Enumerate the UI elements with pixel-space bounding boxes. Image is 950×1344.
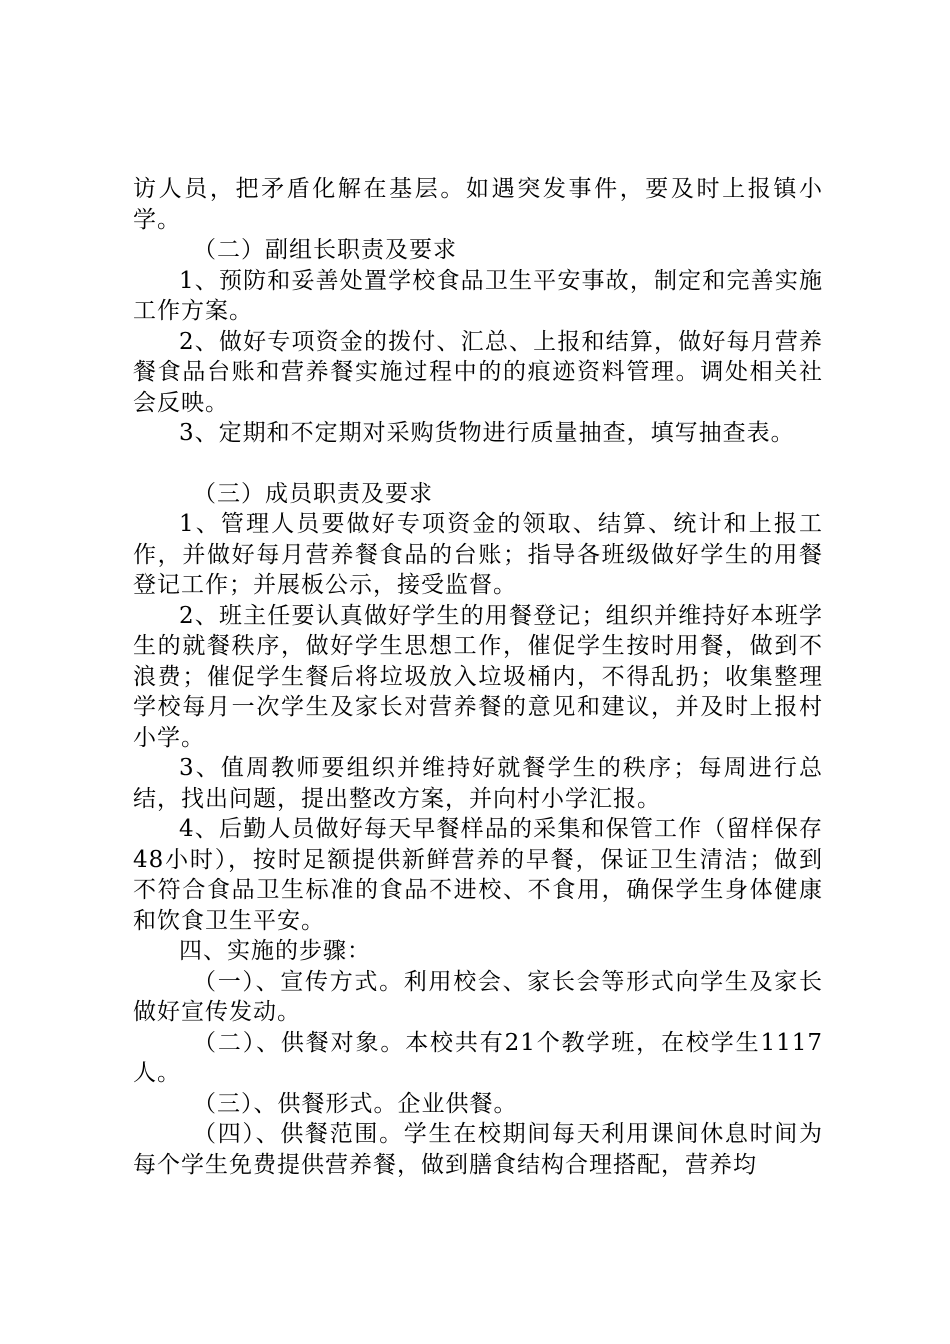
paragraph-member-duty-4: 4、后勤人员做好每天早餐样品的采集和保管工作（留样保存48小时），按时足额提供新鲜营养的早餐，保证卫生清洁；做到不符合食品卫生标准的食品不进校、不食用，确保学生身体健康和饮食卫生平安。: [133, 816, 823, 934]
document-body: [133, 174, 823, 1180]
paragraph-member-duty-1: 1、管理人员要做好专项资金的领取、结算、统计和上报工作，并做好每月营养餐食品的台账；指导各班级做好学生的用餐登记工作；并展板公示，接受监督。: [133, 511, 823, 598]
heading-member-duties: （三）成员职责及要求: [193, 480, 433, 507]
paragraph-step-1: （一）、宣传方式。利用校会、家长会等形式向学生及家长做好宣传发动。: [133, 968, 823, 1025]
paragraph-deputy-duty-1: 1、预防和妥善处置学校食品卫生平安事故，制定和完善实施工作方案。: [133, 267, 823, 324]
paragraph-deputy-duty-3: 3、定期和不定期对采购货物进行质量抽查，填写抽查表。: [179, 420, 795, 446]
paragraph-step-3: （三）、供餐形式。企业供餐。: [193, 1090, 518, 1117]
paragraph-continuation: 访人员，把矛盾化解在基层。如遇突发事件，要及时上报镇小学。: [133, 176, 823, 233]
paragraph-step-4: （四）、供餐范围。学生在校期间每天利用课间休息时间为每个学生免费提供营养餐，做到膳食结构合理搭配，营养均: [133, 1121, 823, 1178]
paragraph-step-2: （二）、供餐对象。本校共有21个教学班，在校学生1117人。: [133, 1029, 823, 1086]
paragraph-member-duty-2: 2、班主任要认真做好学生的用餐登记；组织并维持好本班学生的就餐秩序，做好学生思想工作，催促学生按时用餐，做到不浪费；催促学生餐后将垃圾放入垃圾桶内，不得乱扔；收集整理学校每月一次学生及家长对营养餐的意见和建议，并及时上报村小学。: [133, 602, 823, 751]
heading-implementation-steps: 四、实施的步骤：: [179, 938, 371, 964]
paragraph-deputy-duty-2: 2、做好专项资金的拨付、汇总、上报和结算，做好每月营养餐食品台账和营养餐实施过程中的的痕迹资料管理。调处相关社会反映。: [133, 328, 823, 416]
paragraph-member-duty-3: 3、值周教师要组织并维持好就餐学生的秩序；每周进行总结，找出问题，提出整改方案，并向村小学汇报。: [133, 755, 823, 812]
heading-deputy-leader-duties: （二）副组长职责及要求: [193, 237, 457, 263]
